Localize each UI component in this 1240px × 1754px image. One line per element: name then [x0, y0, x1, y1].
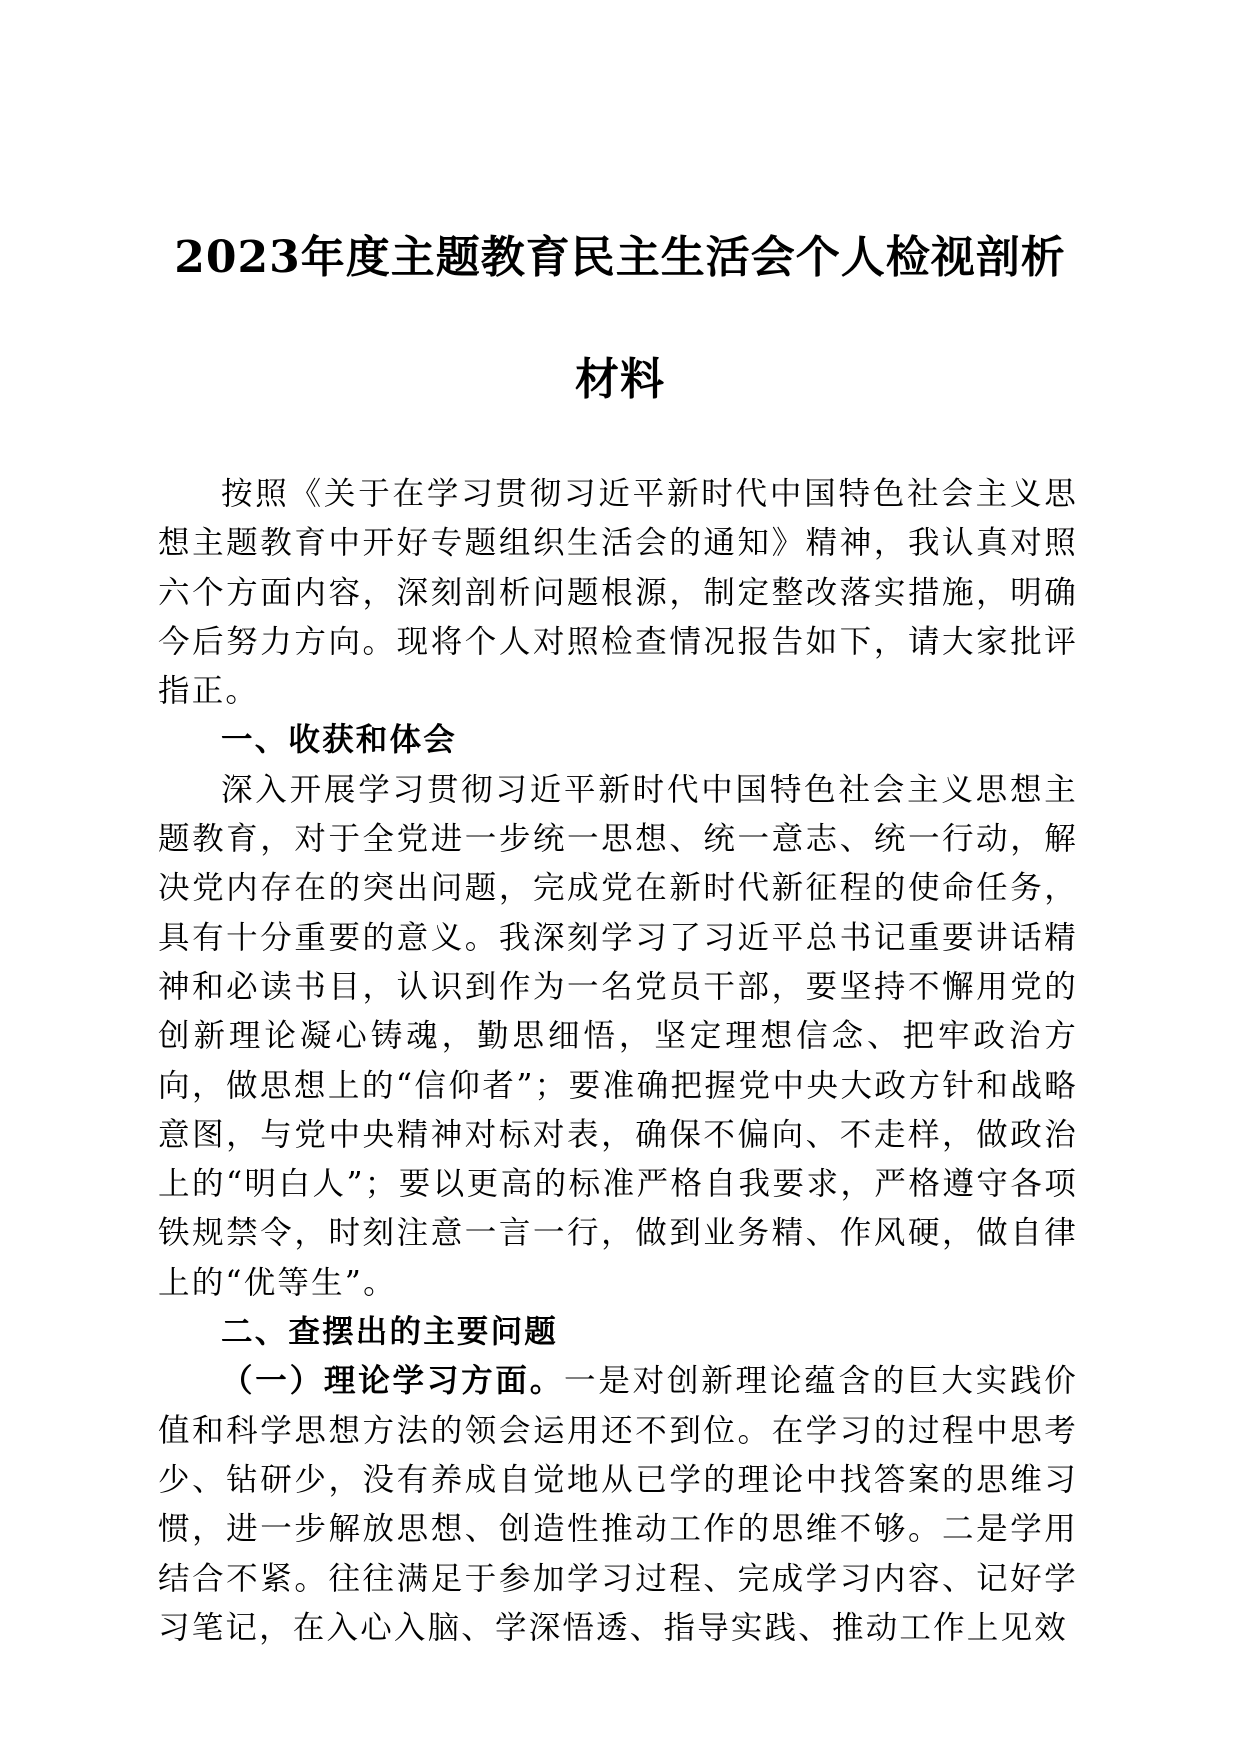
section-2-heading: 二、查摆出的主要问题: [221, 1314, 559, 1351]
document-title-line-1: 2023年度主题教育民主生活会个人检视剖析: [174, 232, 1066, 283]
section-2-sub-1-text: 一是对创新理论蕴含的巨大实践价值和科学思想方法的领会运用还不到位。在学习的过程中思考少、钻研少，没有养成自觉地从已学的理论中找答案的思维习惯，进一步解放思想、创造性推动工作的思维不够。二是学用结合不紧。往往满足于参加学习过程、完成学习内容、记好学习笔记，在入心入脑、学深悟透、指导实践、推动工作上见效: [158, 1363, 1078, 1646]
intro-paragraph: 按照《关于在学习贯彻习近平新时代中国特色社会主义思想主题教育中开好专题组织生活会的通知》精神，我认真对照六个方面内容，深刻剖析问题根源，制定整改落实措施，明确今后努力方向。现将个人对照检查情况报告如下，请大家批评指正。: [158, 476, 1078, 710]
section-2-sub-1-paragraph: [158, 1357, 1078, 1653]
document-body: [158, 470, 1078, 1653]
document-title-line-2: 材料: [575, 354, 665, 405]
section-1-heading: 一、收获和体会: [221, 722, 457, 759]
section-2-sub-1-lead: （一）理论学习方面。: [221, 1363, 565, 1400]
section-1-paragraph: 深入开展学习贯彻习近平新时代中国特色社会主义思想主题教育，对于全党进一步统一思想、统一意志、统一行动，解决党内存在的突出问题，完成党在新时代新征程的使命任务，具有十分重要的意义。我深刻学习了习近平总书记重要讲话精神和必读书目，认识到作为一名党员干部，要坚持不懈用党的创新理论凝心铸魂，勤思细悟，坚定理想信念、把牢政治方向，做思想上的“信仰者”；要准确把握党中央大政方针和战略意图，与党中央精神对标对表，确保不偏向、不走样，做政治上的“明白人”；要以更高的标准严格自我要求，严格遵守各项铁规禁令，时刻注意一言一行，做到业务精、作风硬，做自律上的“优等生”。: [158, 771, 1078, 1301]
